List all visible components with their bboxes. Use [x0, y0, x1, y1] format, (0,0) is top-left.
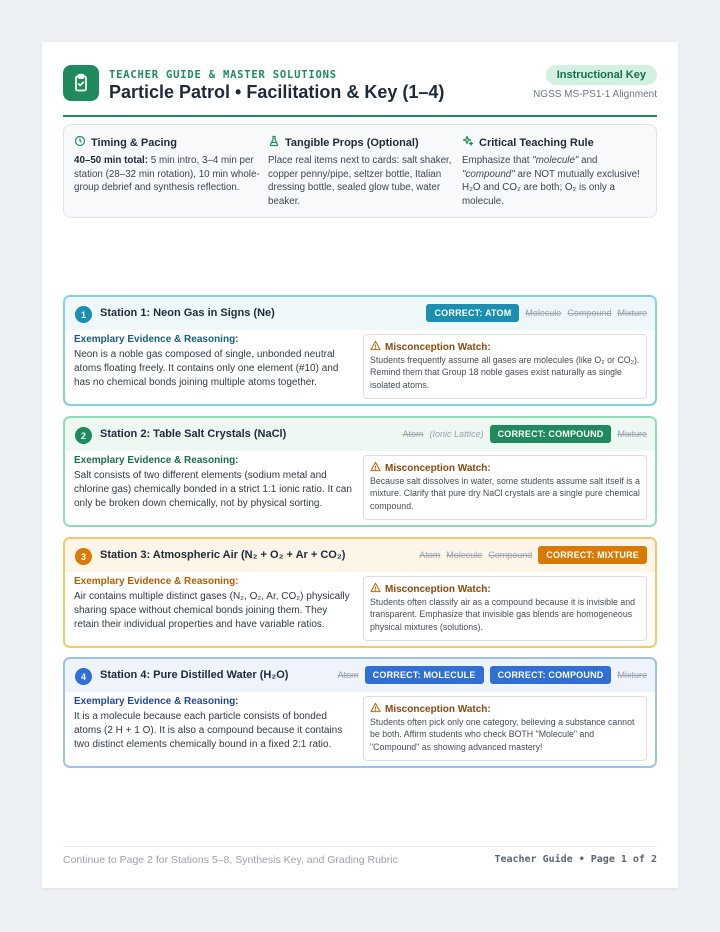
clock-icon — [74, 135, 86, 150]
tag-correct: CORRECT: MOLECULE — [365, 666, 484, 684]
footer-page-number: Teacher Guide • Page 1 of 2 — [494, 854, 657, 865]
page-sheet — [42, 42, 678, 888]
header-kicker: TEACHER GUIDE & MASTER SOLUTIONS — [109, 69, 337, 81]
tag-incorrect: Mixture — [617, 429, 647, 439]
station-title: Station 3: Atmospheric Air (N₂ + O₂ + Ar + CO₂) — [100, 549, 346, 561]
misconception-label: Misconception Watch: — [385, 703, 491, 715]
station-card-header — [65, 539, 655, 572]
station-title: Station 2: Table Salt Crystals (NaCl) — [100, 428, 287, 440]
misconception-label: Misconception Watch: — [385, 462, 491, 474]
evidence-heading: Exemplary Evidence & Reasoning: — [74, 576, 239, 587]
evidence-text: Air contains multiple distinct gases (N₂, O₂, Ar, CO₂) physically sharing space without chemical bonds joining them. They retain their individual properties and have variable ratios. — [74, 591, 350, 630]
misconception-box — [363, 696, 647, 761]
footer-divider — [63, 846, 657, 847]
info-timing-lead: 40–50 min total: — [74, 155, 149, 166]
misconception-text: Students often pick only one category, believing a substance cannot be both. Affirm students who check BOTH "Molecule" and "Compound" as showing advanced mastery! — [370, 717, 635, 752]
tag-correct: CORRECT: COMPOUND — [490, 425, 612, 443]
station-card-1 — [63, 295, 657, 406]
info-rule-text-1: Emphasize that — [462, 155, 533, 166]
ngss-alignment: NGSS MS-PS1-1 Alignment — [533, 89, 657, 100]
tag-incorrect: Molecule — [525, 308, 562, 318]
misconception-box — [363, 576, 647, 641]
station-number-badge: 1 — [75, 306, 92, 323]
info-rule-em-compound: "compound" — [462, 168, 515, 180]
warning-icon — [370, 340, 381, 354]
tag-correct: CORRECT: MIXTURE — [538, 546, 647, 564]
info-props-title: Tangible Props (Optional) — [285, 136, 419, 149]
misconception-text: Students frequently assume all gases are molecules (like O₂ or CO₂). Remind them that Group 18 noble gases exist naturally as single isolated atoms. — [370, 355, 640, 390]
misconception-heading — [370, 702, 491, 716]
classification-tags — [426, 304, 647, 322]
tag-incorrect: Atom — [419, 550, 441, 560]
misconception-label: Misconception Watch: — [385, 583, 491, 595]
station-title: Station 1: Neon Gas in Signs (Ne) — [100, 307, 275, 319]
misconception-box — [363, 455, 647, 520]
station-card-header — [65, 659, 655, 692]
tag-incorrect: Compound — [567, 308, 612, 318]
station-card-header — [65, 297, 655, 330]
classification-tags — [338, 666, 647, 684]
flask-icon — [268, 135, 280, 150]
instructional-key-badge: Instructional Key — [546, 65, 657, 85]
header — [63, 65, 657, 117]
info-panel — [63, 124, 657, 218]
misconception-label: Misconception Watch: — [385, 341, 491, 353]
page-title: Particle Patrol • Facilitation & Key (1–4) — [109, 82, 445, 102]
warning-icon — [370, 461, 381, 475]
station-title: Station 4: Pure Distilled Water (H₂O) — [100, 669, 289, 681]
info-timing-body: 5 min intro, 3–4 min per station (28–32 min rotation), 10 min whole-group debrief and synthesis reflection. — [74, 155, 260, 194]
classification-tags — [403, 425, 647, 443]
misconception-heading — [370, 461, 491, 475]
evidence-heading: Exemplary Evidence & Reasoning: — [74, 455, 239, 466]
clipboard-check-icon — [63, 65, 99, 101]
tag-incorrect: Mixture — [617, 308, 647, 318]
tag-note: (Ionic Lattice) — [429, 429, 484, 439]
tag-correct: CORRECT: ATOM — [426, 304, 519, 322]
info-rule — [462, 135, 648, 209]
tag-correct: CORRECT: COMPOUND — [490, 666, 612, 684]
info-rule-title: Critical Teaching Rule — [479, 136, 594, 149]
station-card-header — [65, 418, 655, 451]
tag-incorrect: Molecule — [446, 550, 483, 560]
station-card-2 — [63, 416, 657, 527]
info-props — [268, 135, 452, 209]
tag-incorrect: Atom — [337, 670, 359, 680]
misconception-heading — [370, 582, 491, 596]
tag-incorrect: Compound — [488, 550, 533, 560]
sparkle-icon — [462, 135, 474, 150]
warning-icon — [370, 702, 381, 716]
classification-tags — [419, 546, 647, 564]
evidence-text: Neon is a noble gas composed of single, unbonded neutral atoms floating freely. It contains only one element (#10) and has no chemical bonds joining multiple atoms together. — [74, 349, 339, 388]
evidence-text: It is a molecule because each particle consists of bonded atoms (2 H + 1 O). It is also a compound because it contains two distinct elements chemically bound in a fixed 2:1 ratio. — [74, 711, 343, 750]
info-timing — [74, 135, 262, 195]
misconception-text: Students often classify air as a compound because it is invisible and transparent. Emphasize that invisible gas blends are homogeneous physical mixtures (solutions). — [370, 597, 636, 632]
station-number-badge: 2 — [75, 427, 92, 444]
info-props-body: Place real items next to cards: salt shaker, copper penny/pipe, seltzer bottle, Italian dressing bottle, sealed glow tube, water beaker. — [268, 155, 452, 208]
station-card-3 — [63, 537, 657, 648]
station-card-4 — [63, 657, 657, 768]
station-number-badge: 3 — [75, 548, 92, 565]
evidence-text: Salt consists of two different elements (sodium metal and chlorine gas) chemically bonded in a strict 1:1 ionic ratio. It can only be broken down chemically, not by physical sorting. — [74, 470, 352, 509]
tag-incorrect: Mixture — [617, 670, 647, 680]
footer-continue-note: Continue to Page 2 for Stations 5–8, Synthesis Key, and Grading Rubric — [63, 854, 398, 866]
info-rule-text-3: are NOT mutually exclusive! H₂O and CO₂ are both; O₂ is only a molecule. — [462, 168, 640, 208]
info-rule-em-molecule: "molecule" — [532, 155, 579, 166]
tag-incorrect: Atom — [402, 429, 424, 439]
info-timing-title: Timing & Pacing — [91, 136, 177, 149]
misconception-text: Because salt dissolves in water, some students assume salt itself is a mixture. Clarify that pure dry NaCl crystals are a single pure chemical compound. — [370, 476, 640, 511]
station-number-badge: 4 — [75, 668, 92, 685]
warning-icon — [370, 582, 381, 596]
evidence-heading: Exemplary Evidence & Reasoning: — [74, 696, 239, 707]
info-rule-text-2: and — [578, 155, 598, 166]
misconception-heading — [370, 340, 491, 354]
evidence-heading: Exemplary Evidence & Reasoning: — [74, 334, 239, 345]
misconception-box — [363, 334, 647, 399]
